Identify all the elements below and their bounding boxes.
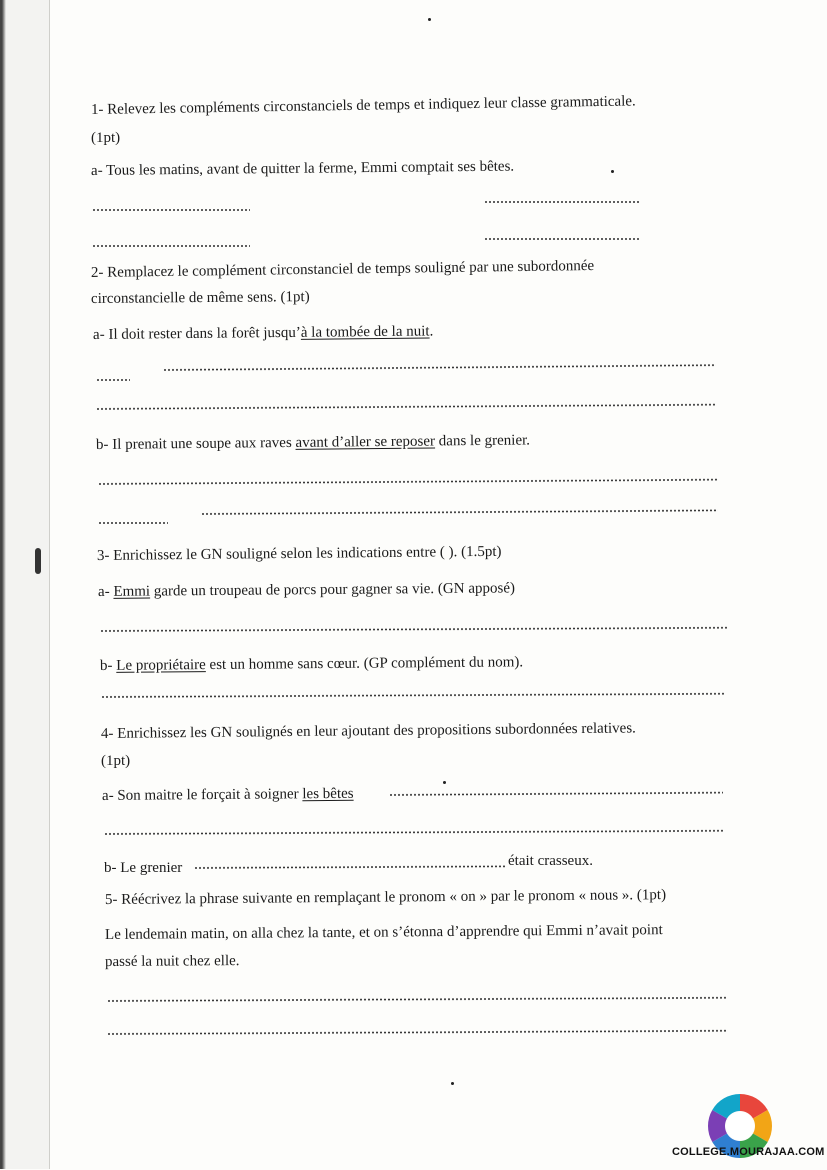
q1-instruction: 1- Relevez les compléments circonstanciels de temps et indiquez leur classe grammaticale.: [90, 93, 636, 118]
q4-points: (1pt): [101, 753, 131, 769]
q2-item-a: [93, 322, 433, 344]
q2-item-a-underlined: à la tombée de la nuit: [300, 323, 430, 341]
answer-line[interactable]: [96, 379, 130, 381]
q1-points: (1pt): [91, 130, 121, 146]
scan-speck: [443, 781, 446, 784]
q2-item-b-prefix: b- Il prenait une soupe aux raves: [95, 434, 296, 453]
answer-line[interactable]: [98, 479, 718, 485]
answer-line[interactable]: [201, 509, 718, 515]
q2-instruction-line2: circonstancielle de même sens. (1pt): [90, 289, 310, 307]
answer-line[interactable]: [101, 693, 725, 698]
answer-line[interactable]: [96, 404, 716, 410]
q2-item-b: [96, 431, 530, 454]
q3-instruction: 3- Enrichissez le GN souligné selon les indications entre ( ). (1.5pt): [96, 543, 502, 564]
q4-item-a: [102, 785, 354, 805]
q2-item-b-suffix: dans le grenier.: [434, 432, 531, 450]
answer-line[interactable]: [92, 245, 250, 247]
q3-item-a-prefix: a-: [97, 583, 114, 600]
site-url[interactable]: COLLEGE.MOURAJAA.COM: [672, 1146, 825, 1158]
q3-item-b-prefix: b-: [99, 657, 117, 674]
q3-item-a-underlined: Emmi: [113, 583, 151, 600]
q4-item-b-start: b- Le grenier: [104, 860, 183, 876]
scan-blot: [35, 548, 41, 574]
answer-line[interactable]: [163, 364, 716, 371]
answer-line[interactable]: [104, 830, 724, 835]
answer-line[interactable]: [389, 792, 723, 796]
scan-speck: [428, 18, 431, 21]
q4-instruction: 4- Enrichissez les GN soulignés en leur ajoutant des propositions subordonnées relatives.: [100, 720, 636, 742]
logo-center: [726, 1112, 754, 1140]
answer-line[interactable]: [107, 997, 727, 1002]
answer-line[interactable]: [98, 522, 168, 524]
q3-item-b-suffix: est un homme sans cœur. (GP complément du nom).: [205, 654, 524, 674]
answer-line[interactable]: [100, 627, 728, 632]
answer-line[interactable]: [484, 201, 639, 203]
answer-line[interactable]: [484, 238, 639, 240]
q5-sentence-line2: passé la nuit chez elle.: [104, 953, 240, 970]
answer-line[interactable]: [92, 209, 250, 211]
scan-speck: [451, 1082, 454, 1085]
q3-item-b: [100, 653, 523, 675]
q1-item-a: a- Tous les matins, avant de quitter la ferme, Emmi comptait ses bêtes.: [90, 158, 515, 179]
q4-item-a-prefix: a- Son maitre le forçait à soigner: [101, 786, 303, 804]
q2-item-b-underlined: avant d’aller se reposer: [295, 433, 436, 451]
q4-item-a-underlined: les bêtes: [302, 785, 354, 803]
q5-sentence-line1: Le lendemain matin, on alla chez la tante, et on s’étonna d’apprendre qui Emmi n’avait point: [104, 922, 663, 943]
q4-item-b-end: était crasseux.: [508, 853, 593, 869]
q2-item-a-prefix: a- Il doit rester dans la forêt jusqu’: [92, 324, 301, 343]
q2-item-a-suffix: .: [429, 323, 434, 340]
q5-instruction: 5- Réécrivez la phrase suivante en remplaçant le pronom « on » par le pronom « nous ». (1pt): [104, 887, 667, 908]
scan-left-edge: [0, 0, 50, 1169]
answer-line[interactable]: [107, 1030, 727, 1035]
q3-item-b-underlined: Le propriétaire: [116, 657, 206, 674]
q2-instruction-line1: 2- Remplacez le complément circonstanciel de temps souligné par une subordonnée: [90, 257, 595, 281]
q3-item-a: [98, 579, 515, 601]
scan-speck: [611, 170, 614, 173]
answer-line[interactable]: [194, 865, 507, 869]
q3-item-a-suffix: garde un troupeau de porcs pour gagner sa vie. (GN apposé): [150, 580, 516, 600]
